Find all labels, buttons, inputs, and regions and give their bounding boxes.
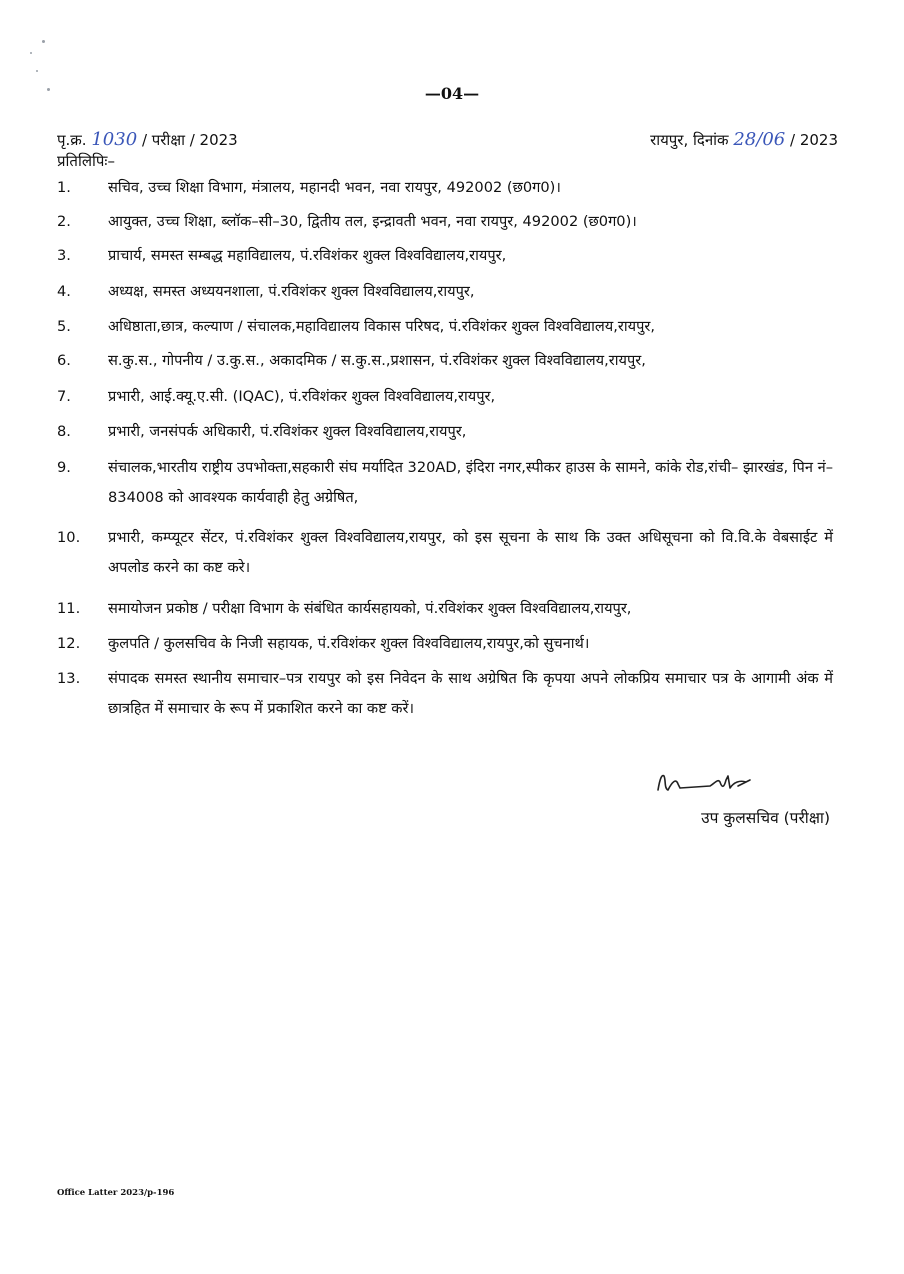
recipient-text: सचिव, उच्च शिक्षा विभाग, मंत्रालय, महानदी भवन, नवा रायपुर, 492002 (छ0ग0)।: [108, 179, 561, 196]
page-number: —04—: [424, 84, 480, 103]
recipient-text: संपादक समस्त स्थानीय समाचार–पत्र रायपुर को इस निवेदन के साथ अग्रेषित कि कृपया अपने लोकप्रिय समाचार पत्र के आगामी अंक में छात्रहित में समाचार के रूप में प्रकाशित करने का कष्ट करें।: [108, 670, 833, 717]
recipient-text: आयुक्त, उच्च शिक्षा, ब्लॉक–सी–30, द्वितीय तल, इन्द्रावती भवन, नवा रायपुर, 492002 (छ0ग0)।: [108, 213, 637, 230]
handwritten-signature: [650, 768, 780, 798]
recipient-number: 9.: [57, 459, 71, 476]
recipient-number: 12.: [57, 635, 81, 652]
copy-to-label: प्रतिलिपिः–: [57, 152, 115, 170]
recipient-item: [57, 453, 833, 513]
recipient-text: अधिष्ठाता,छात्र, कल्याण / संचालक,महाविद्यालय विकास परिषद, पं.रविशंकर शुक्ल विश्वविद्यालय,रायपुर,: [108, 318, 656, 335]
recipient-item: [57, 277, 833, 307]
footer-reference: Office Latter 2023/p-196: [57, 1188, 175, 1198]
recipient-item: [57, 241, 833, 271]
recipient-item: [57, 173, 833, 203]
recipient-item: [57, 417, 833, 447]
recipient-number: 7.: [57, 388, 71, 405]
recipient-text: अध्यक्ष, समस्त अध्ययनशाला, पं.रविशंकर शुक्ल विश्वविद्यालय,रायपुर,: [108, 283, 475, 300]
reference-number: [57, 129, 238, 150]
recipient-item: [57, 664, 833, 724]
recipient-item: [57, 312, 833, 342]
recipient-item: [57, 382, 833, 412]
recipient-text: समायोजन प्रकोष्ठ / परीक्षा विभाग के संबंधित कार्यसहायको, पं.रविशंकर शुक्ल विश्वविद्यालय,रायपुर,: [108, 600, 632, 617]
recipient-item: [57, 594, 833, 624]
recipient-number: 3.: [57, 247, 71, 264]
recipient-number: 6.: [57, 352, 71, 369]
signatory-title: उप कुलसचिव (परीक्षा): [701, 809, 830, 827]
recipient-number: 8.: [57, 423, 71, 440]
date-prefix: रायपुर, दिनांक: [650, 131, 729, 149]
recipient-text: संचालक,भारतीय राष्ट्रीय उपभोक्ता,सहकारी संघ मर्यादित 320AD, इंदिरा नगर,स्पीकर हाउस के सामने, कांके रोड,रांची– झारखंड, पिन नं– 834008 को आवश्यक कार्यवाही हेतु अग्रेषित,: [108, 459, 833, 506]
scan-speck: [30, 52, 32, 54]
reference-suffix: / परीक्षा / 2023: [141, 131, 238, 149]
scan-speck: [42, 40, 45, 43]
date-handwritten: 28/06: [733, 129, 786, 150]
recipient-text: स.कु.स., गोपनीय / उ.कु.स., अकादमिक / स.कु.स.,प्रशासन, पं.रविशंकर शुक्ल विश्वविद्यालय,रायपुर,: [108, 352, 646, 369]
recipient-number: 4.: [57, 283, 71, 300]
recipient-text: प्रभारी, आई.क्यू.ए.सी. (IQAC), पं.रविशंकर शुक्ल विश्वविद्यालय,रायपुर,: [108, 388, 496, 405]
recipient-number: 2.: [57, 213, 71, 230]
recipient-text: प्रभारी, कम्प्यूटर सेंटर, पं.रविशंकर शुक्ल विश्वविद्यालय,रायपुर, को इस सूचना के साथ कि उक्त अधिसूचना को वि.वि.के वेबसाईट में अपलोड करने का कष्ट करे।: [108, 529, 833, 576]
reference-handwritten-number: 1030: [91, 129, 138, 150]
recipient-number: 11.: [57, 600, 81, 617]
recipient-item: [57, 523, 833, 583]
recipient-text: प्राचार्य, समस्त सम्बद्ध महाविद्यालय, पं.रविशंकर शुक्ल विश्वविद्यालय,रायपुर,: [108, 247, 507, 264]
letter-date: [650, 129, 838, 150]
recipient-text: कुलपति / कुलसचिव के निजी सहायक, पं.रविशंकर शुक्ल विश्वविद्यालय,रायपुर,को सुचनार्थ।: [108, 635, 590, 652]
recipient-number: 10.: [57, 529, 81, 546]
scan-speck: [36, 70, 38, 72]
recipient-text: प्रभारी, जनसंपर्क अधिकारी, पं.रविशंकर शुक्ल विश्वविद्यालय,रायपुर,: [108, 423, 467, 440]
recipient-item: [57, 629, 833, 659]
recipient-number: 1.: [57, 179, 71, 196]
recipient-number: 5.: [57, 318, 71, 335]
recipient-item: [57, 207, 833, 237]
recipient-number: 13.: [57, 670, 81, 687]
date-year: / 2023: [790, 131, 838, 149]
recipient-item: [57, 346, 833, 376]
reference-prefix: पृ.क्र.: [57, 131, 87, 149]
